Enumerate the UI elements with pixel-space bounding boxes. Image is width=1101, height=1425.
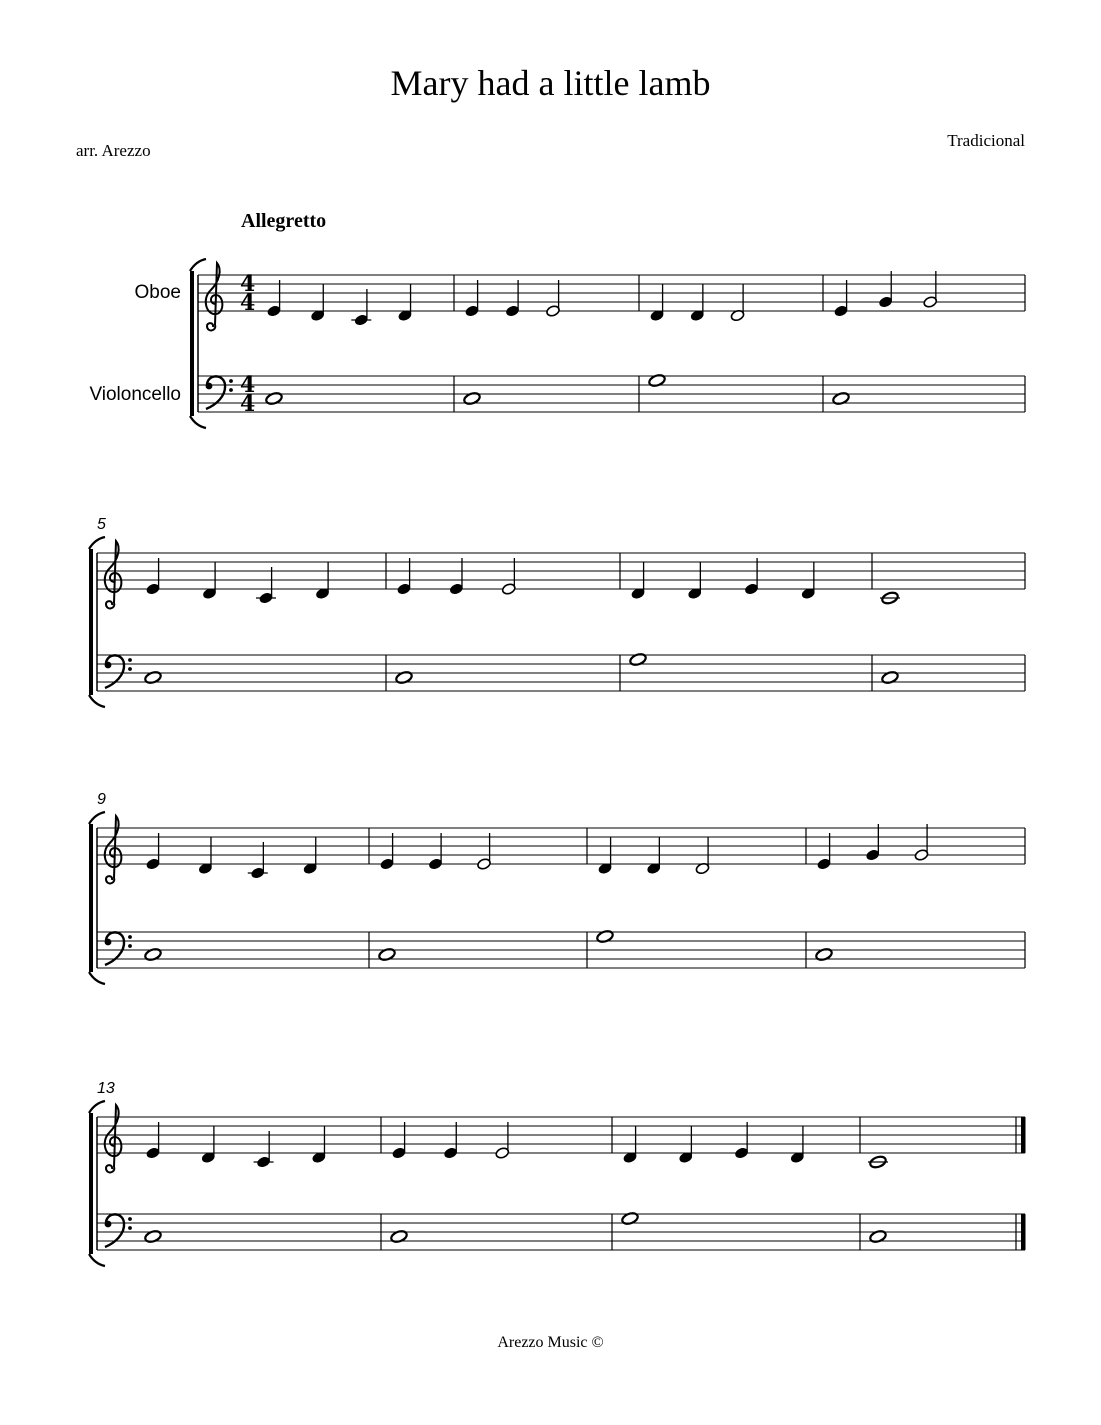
note-e4	[505, 280, 520, 317]
treble-clef-shape	[105, 816, 122, 883]
note-c4	[880, 591, 900, 605]
bass-clef-dot	[128, 667, 132, 671]
note-d4	[687, 563, 702, 600]
note-e4	[817, 833, 832, 870]
note-e4	[546, 280, 561, 317]
notehead-whole	[144, 1229, 162, 1243]
note-d4	[790, 1127, 805, 1164]
note-c3	[144, 1229, 162, 1243]
note-c3	[265, 391, 283, 405]
time-signature-denominator: 4	[240, 290, 256, 316]
note-e4	[392, 1122, 407, 1159]
note-d4	[598, 838, 613, 875]
note-d4	[315, 563, 330, 600]
bass-clef-dot	[128, 1217, 132, 1221]
note-g3	[596, 929, 614, 943]
notehead-whole	[395, 670, 413, 684]
note-e4	[443, 1122, 458, 1159]
notehead-whole	[629, 652, 647, 666]
measure-number: 13	[97, 1080, 115, 1097]
note-e4	[146, 1122, 161, 1159]
note-e4	[465, 280, 480, 317]
bass-clef-icon	[105, 1214, 132, 1247]
bass-clef-curve	[105, 655, 124, 688]
footer-copyright: Arezzo Music ©	[497, 1334, 604, 1351]
note-d4	[303, 838, 318, 875]
bass-clef-curve	[105, 932, 124, 965]
note-d4	[678, 1127, 693, 1164]
bass-clef-dot	[229, 379, 233, 383]
instrument-label-cello: Violoncello	[89, 384, 181, 405]
note-c3	[395, 670, 413, 684]
bracket-hook-top	[89, 1101, 105, 1113]
note-d4	[631, 563, 646, 600]
note-e4	[267, 280, 282, 317]
bracket-hook-top	[89, 537, 105, 549]
note-e4	[501, 558, 516, 595]
notehead-whole	[648, 373, 666, 387]
note-e4	[744, 558, 759, 595]
notehead-whole	[378, 947, 396, 961]
note-e4	[834, 280, 849, 317]
note-g4	[865, 824, 880, 861]
note-e4	[146, 833, 161, 870]
bass-clef-dot	[105, 662, 112, 669]
final-barline-thick	[1021, 1214, 1026, 1250]
treble-clef-icon	[206, 263, 223, 330]
bass-clef-dot	[105, 939, 112, 946]
system-bracket	[89, 549, 93, 695]
bracket-hook-top	[89, 812, 105, 824]
arranger-credit: arr. Arezzo	[76, 141, 151, 160]
note-e4	[380, 833, 395, 870]
note-c3	[815, 947, 833, 961]
note-d4	[311, 1127, 326, 1164]
time-signature-numerator: 4	[240, 271, 256, 297]
bracket-hook-bottom	[89, 695, 105, 707]
note-e4	[397, 558, 412, 595]
tempo-marking: Allegretto	[241, 210, 327, 232]
note-d4	[397, 285, 412, 322]
notehead-whole	[596, 929, 614, 943]
note-d4	[202, 563, 217, 600]
note-e4	[734, 1122, 749, 1159]
note-c3	[144, 947, 162, 961]
notehead-whole	[832, 391, 850, 405]
bass-clef-dot	[128, 1226, 132, 1230]
time-signature-denominator: 4	[240, 391, 256, 417]
note-g3	[621, 1211, 639, 1225]
note-g3	[648, 373, 666, 387]
bass-clef-dot	[206, 383, 213, 390]
notehead-whole	[869, 1229, 887, 1243]
note-d4	[690, 285, 705, 322]
note-c4	[351, 289, 371, 326]
bass-clef-icon	[105, 932, 132, 965]
note-d4	[730, 285, 745, 322]
notehead-whole	[144, 670, 162, 684]
note-g4	[878, 271, 893, 308]
measure-number: 5	[97, 516, 106, 533]
bass-clef-dot	[105, 1221, 112, 1228]
note-d4	[201, 1127, 216, 1164]
bass-clef-curve	[105, 1214, 124, 1247]
note-g4	[914, 824, 929, 861]
bass-clef-dot	[128, 935, 132, 939]
note-e4	[146, 558, 161, 595]
note-c4	[254, 1131, 274, 1168]
notehead-whole	[881, 670, 899, 684]
note-e4	[449, 558, 464, 595]
bass-clef-dot	[128, 944, 132, 948]
note-e4	[495, 1122, 510, 1159]
note-d4	[310, 285, 325, 322]
composer-credit: Tradicional	[947, 131, 1025, 150]
bass-clef-dot	[229, 388, 233, 392]
treble-clef-shape	[105, 1105, 122, 1172]
bass-clef-icon	[206, 376, 233, 409]
note-d4	[650, 285, 665, 322]
note-g4	[923, 271, 938, 308]
time-signature-numerator: 4	[240, 372, 256, 398]
system-bracket	[190, 271, 194, 416]
bass-clef-dot	[128, 658, 132, 662]
note-c4	[256, 567, 276, 604]
notehead-whole	[144, 947, 162, 961]
bass-clef-icon	[105, 655, 132, 688]
bracket-hook-bottom	[89, 1254, 105, 1266]
treble-clef-shape	[105, 541, 122, 608]
instrument-label-oboe: Oboe	[134, 282, 181, 303]
notehead-whole	[815, 947, 833, 961]
treble-clef-icon	[105, 1105, 122, 1172]
note-d4	[695, 838, 710, 875]
note-d4	[198, 838, 213, 875]
note-e4	[477, 833, 492, 870]
note-c3	[463, 391, 481, 405]
note-c3	[144, 670, 162, 684]
note-c3	[869, 1229, 887, 1243]
system-bracket	[89, 824, 93, 972]
note-g3	[629, 652, 647, 666]
measure-number: 9	[97, 791, 106, 808]
system-bracket	[89, 1113, 93, 1254]
notehead-whole	[265, 391, 283, 405]
note-d4	[623, 1127, 638, 1164]
note-c3	[390, 1229, 408, 1243]
note-e4	[428, 833, 443, 870]
notehead-whole	[463, 391, 481, 405]
treble-clef-shape	[206, 263, 223, 330]
final-barline-thick	[1021, 1117, 1026, 1153]
bass-clef-curve	[206, 376, 225, 409]
notehead-whole	[390, 1229, 408, 1243]
note-c3	[832, 391, 850, 405]
notehead-whole	[621, 1211, 639, 1225]
treble-clef-icon	[105, 816, 122, 883]
score-title: Mary had a little lamb	[390, 63, 711, 103]
bracket-hook-bottom	[190, 416, 206, 428]
note-c3	[378, 947, 396, 961]
note-d4	[646, 838, 661, 875]
bracket-hook-bottom	[89, 972, 105, 984]
note-c4	[248, 842, 268, 879]
note-c4	[868, 1155, 888, 1169]
note-d4	[801, 563, 816, 600]
treble-clef-icon	[105, 541, 122, 608]
note-c3	[881, 670, 899, 684]
bracket-hook-top	[190, 259, 206, 271]
